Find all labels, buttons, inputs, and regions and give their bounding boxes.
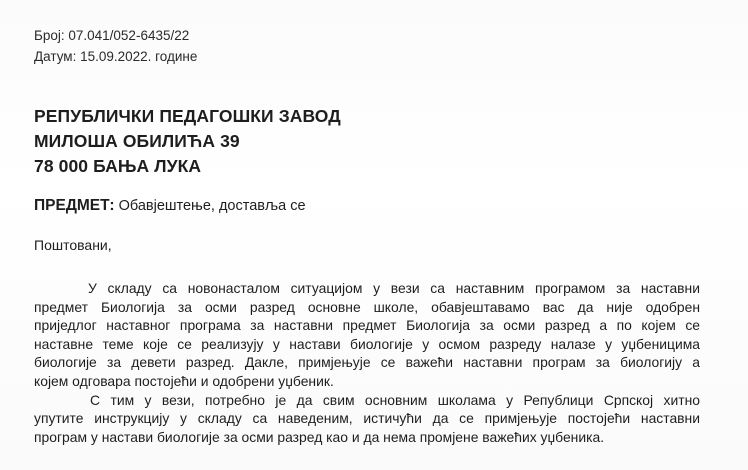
recipient-city: 78 000 БАЊА ЛУКА bbox=[34, 156, 202, 176]
document-date: Датум: 15.09.2022. године bbox=[34, 49, 198, 64]
paragraph-line: наставне теме које се реализују у настави биологије у осмом разреду налазе у уџбеницима bbox=[34, 335, 700, 352]
paragraph-line: предмет Биологија за осми разред основне школе, обавјештавамо вас да није одобрен bbox=[34, 298, 700, 315]
paragraph-line: упутите инструкцију у складу са наведеним, истичући да се примјењује постојећи наставни bbox=[34, 410, 700, 427]
subject-label: ПРЕДМЕТ: bbox=[34, 197, 115, 214]
recipient-address bbox=[34, 104, 341, 179]
paragraph-1 bbox=[34, 279, 700, 391]
paragraph-line: С тим у вези, потребно је да свим основним школама у Републици Српској хитно bbox=[90, 391, 700, 408]
subject-line bbox=[34, 196, 306, 216]
recipient-street: МИЛОША ОБИЛИЋА 39 bbox=[34, 131, 240, 151]
paragraph-line: биологије за девети разред. Дакле, примјењује се важећи наставни програм за биологију а bbox=[34, 354, 700, 371]
subject-text: Обавјештење, доставља се bbox=[114, 198, 306, 214]
reference-number: Број: 07.041/052-6435/22 bbox=[34, 28, 190, 43]
recipient-institution: РЕПУБЛИЧКИ ПЕДАГОШКИ ЗАВОД bbox=[34, 106, 341, 126]
paragraph-line: приједлог наставног програма за наставни предмет Биологија за осми разред а по којем се bbox=[34, 317, 700, 334]
letter-body bbox=[34, 279, 700, 446]
paragraph-line: којем одговара постојећи и одобрени уџбеник. bbox=[34, 372, 334, 389]
paragraph-2 bbox=[34, 391, 700, 447]
document-meta bbox=[34, 25, 197, 67]
greeting: Поштовани, bbox=[34, 237, 112, 253]
paragraph-line: У складу са новонасталом ситуацијом у вези са наставним програмом за наставни bbox=[88, 280, 700, 296]
paragraph-line: програм у настави биологије за осми разред као и да нема промјене важећих уџбеника. bbox=[34, 428, 605, 445]
